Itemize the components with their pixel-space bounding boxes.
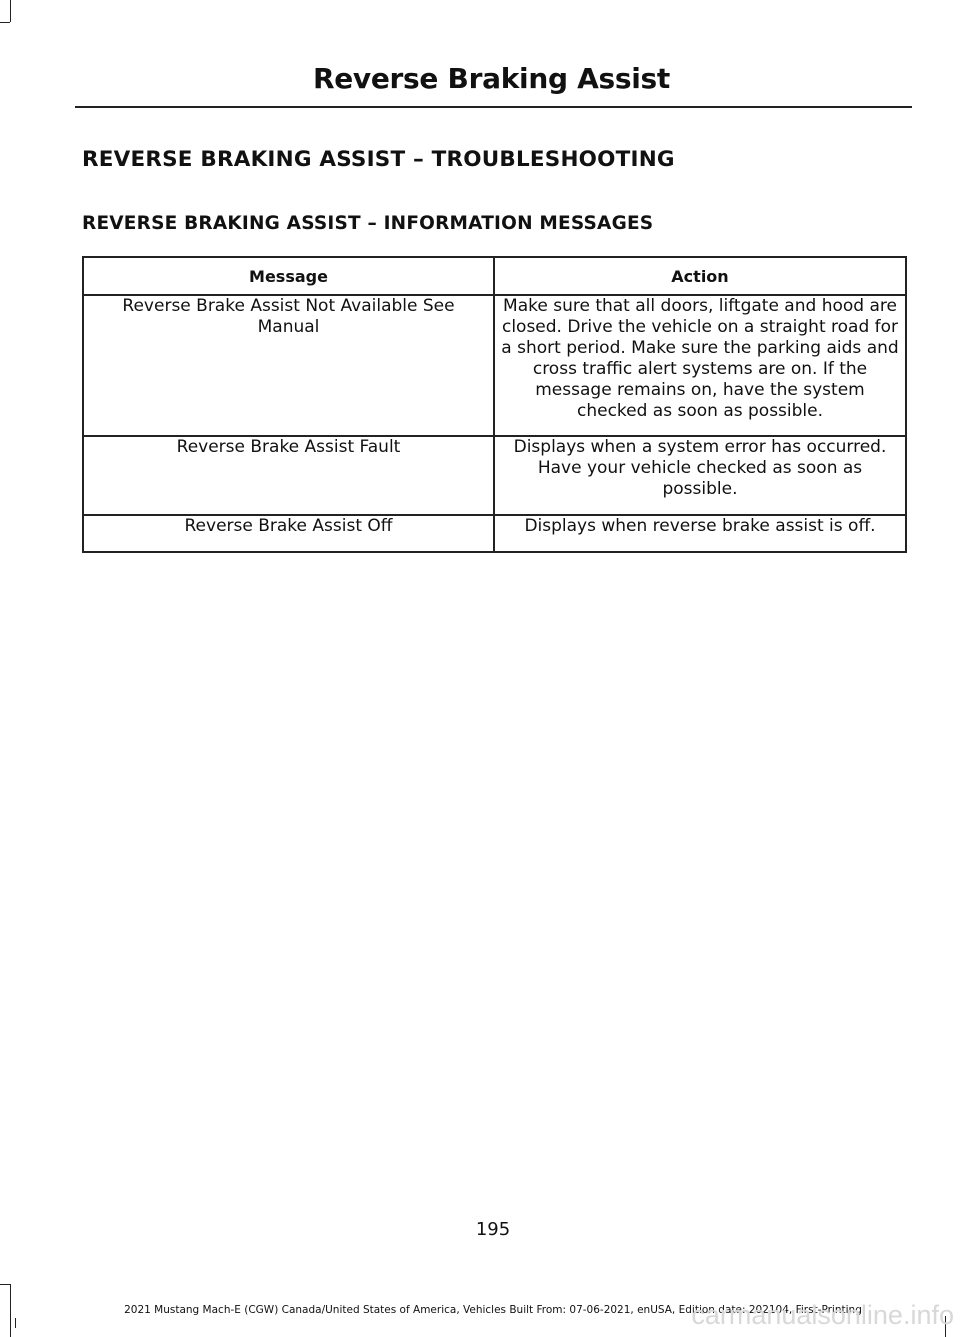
- table-row: [83, 436, 906, 515]
- message-cell: Reverse Brake Assist Off: [83, 515, 494, 552]
- crop-mark: [0, 22, 10, 23]
- section-heading: REVERSE BRAKING ASSIST – TROUBLESHOOTING: [82, 147, 675, 172]
- column-header-message: Message: [83, 257, 494, 295]
- message-cell: Reverse Brake Assist Not Available See Manual: [83, 295, 494, 436]
- crop-mark: [15, 1318, 16, 1328]
- action-cell: Displays when reverse brake assist is off.: [494, 515, 906, 552]
- header-rule: [75, 106, 912, 108]
- running-head: Reverse Braking Assist: [312, 62, 670, 95]
- footer-text: 2021 Mustang Mach-E (CGW) Canada/United States of America, Vehicles Built From: 07-06-2021, enUSA, Edition date: 202104, First-Printing: [124, 1304, 862, 1316]
- action-cell: Make sure that all doors, liftgate and hood are closed. Drive the vehicle on a straight road for a short period. Make sure the parking aids and cross traffic alert systems are on. If the message remains on, have the system checked as soon as possible.: [494, 295, 906, 436]
- crop-mark: [10, 0, 11, 22]
- table-row: [83, 295, 906, 436]
- table-header-row: [83, 257, 906, 295]
- page-number: 195: [475, 1219, 511, 1240]
- subsection-heading: REVERSE BRAKING ASSIST – INFORMATION MESSAGES: [82, 213, 654, 234]
- watermark: carmanualsonline.info: [691, 1300, 954, 1330]
- table-row: [83, 515, 906, 552]
- action-cell: Displays when a system error has occurred. Have your vehicle checked as soon as possible.: [494, 436, 906, 515]
- crop-mark: [0, 1284, 10, 1285]
- message-cell: Reverse Brake Assist Fault: [83, 436, 494, 515]
- column-header-action: Action: [494, 257, 906, 295]
- information-messages-table: [82, 256, 907, 553]
